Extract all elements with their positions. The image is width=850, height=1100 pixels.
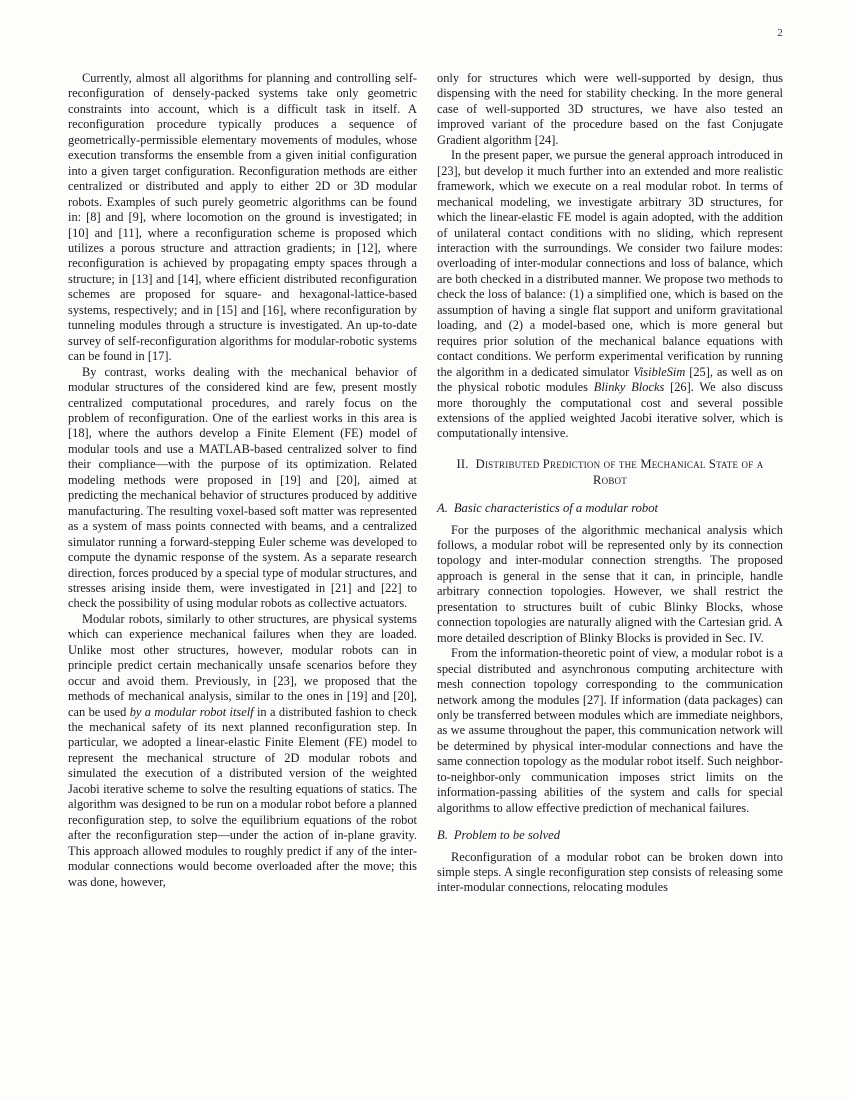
section-title: Distributed Prediction of the Mechanical State of a Robot xyxy=(475,456,764,488)
left-column xyxy=(68,71,417,896)
paragraph-run: [26]. We also discuss more thoroughly the computational cost and several possible extensions of the applied weighted Jacobi iterative solver, which is computationally intensive. xyxy=(437,380,784,441)
paragraph-run: [25], as well as on the physical robotic modules xyxy=(437,364,783,395)
emphasis-by-a-modular-robot-itself: by a modular robot itself xyxy=(129,704,254,719)
blinky-blocks-name: Blinky Blocks xyxy=(593,380,665,395)
paragraph-reconfiguration-steps: Reconfiguration of a modular robot can be broken down into simple steps. A single reconfiguration step consists of releasing some inter-modular connections, relocating modules xyxy=(437,849,783,895)
paragraph-modular-robots-failures xyxy=(68,612,417,890)
section-number: II. xyxy=(456,456,469,471)
paragraph-planning-algorithms: Currently, almost all algorithms for planning and controlling self-reconfiguration of densely-packed systems take only geometric constraints into account, which is a difficult task in itself. A reconfiguration procedure typically produces a sequence of geometrically-permissible elementary movements of modules, whose execution transforms the ensemble from a given initial configuration into a given target configuration. Reconfiguration methods are either centralized or distributed and apply to either 2D or 3D modular robots. Examples of such purely geometric algorithms can be found in: [8] and [9], where locomotion on the ground is investigated; in [10] and [11], where a reconfiguration scheme is proposed which utilizes a porous structure and attraction gradients; in [12], where reconfiguration is achieved by propagating empty spaces through a structure; in [13] and [14], where efficient distributed reconfiguration schemes are proposed for square- and hexagonal-lattice-based systems, respectively; and in [15] and [16], where reconfiguration by tunneling modules through a structure is investigated. An up-to-date survey of self-reconfiguration algorithms for modular-robotic systems can be found in [17]. xyxy=(68,71,417,364)
subsection-title: Problem to be solved xyxy=(453,828,561,843)
subsection-label: A. xyxy=(437,501,448,516)
paragraph-present-paper-overview xyxy=(437,148,783,442)
section-heading-ii xyxy=(443,456,777,489)
right-column xyxy=(437,71,783,896)
subsection-heading-b xyxy=(437,828,783,843)
visiblesim-name: VisibleSim xyxy=(633,364,686,379)
subsection-heading-a xyxy=(437,501,783,516)
paragraph-mechanical-behavior-works: By contrast, works dealing with the mechanical behavior of modular structures of the considered kind are few, present mostly centralized computational procedures, and rarely focus on the problem of reconfiguration. One of the earliest works in this area is [18], where the authors develop a Finite Element (FE) model of modular tools and use a MATLAB-based centralized solver to find their compliance—with the purpose of its optimization. Related modeling methods were proposed in [19] and [20], aimed at predicting the mechanical behavior of structures produced by additive manufacturing. The resulting voxel-based soft matter was represented as a system of mass points connected with beams, and a centralized simulator running a forward-stepping Euler scheme was developed to compute the dynamic response of the system. As a separate research direction, forces produced by a special type of modular structures, and stresses arising inside them, were investigated in [21] and [22] to check the possibility of using modular robots as collective actuators. xyxy=(68,364,417,611)
paragraph-information-theoretic: From the information-theoretic point of view, a modular robot is a special distributed and asynchronous computing architecture with mesh connection topology corresponding to the communication network among the modules [27]. If information (data packages) can only be transferred between modules which are immediate neighbors, as we assume throughout the paper, this communication network will be determined by physical inter-modular connections and have the same connection topology as the modular robot itself. Such neighbor-to-neighbor-only communication imposes strict limits on the information-passing abilities of the system and calls for special algorithms to allow effective prediction of mechanical failures. xyxy=(437,646,783,815)
subsection-label: B. xyxy=(437,828,448,843)
subsection-title: Basic characteristics of a modular robot xyxy=(453,501,659,516)
two-column-content xyxy=(68,71,783,896)
paragraph-run: Modular robots, similarly to other structures, are physical systems which can experience mechanical failures when they are loaded. Unlike most other structures, however, modular robots can in principle predict certain mechanically unsafe scenarios before they occur and avoid them. Previously, in [23], we proposed that the methods of mechanical analysis, similar to the ones in [19] and [20], can be used xyxy=(68,611,417,719)
paragraph-basic-characteristics: For the purposes of the algorithmic mechanical analysis which follows, a modular robot will be represented only by its connection topology and inter-modular connection strengths. The proposed approach is general in the sense that it can, in principle, handle arbitrary connection topologies. However, we shall restrict the presentation to structures built of cubic Blinky Blocks, whose connection topologies are naturally aligned with the Cartesian grid. A more detailed description of Blinky Blocks is provided in Sec. IV. xyxy=(437,522,783,645)
paragraph-well-supported-structures: only for structures which were well-supported by design, thus dispensing with the need for stability checking. In the more general case of well-supported 3D structures, we have also tested an improved variant of the procedure based on the fast Conjugate Gradient algorithm [24]. xyxy=(437,71,783,147)
paragraph-run: in a distributed fashion to check the mechanical safety of its next planned reconfiguration step. In particular, we adopted a linear-elastic Finite Element (FE) model to represent the mechanical structure of 2D modular robots and simulated the execution of a distributed version of the weighted Jacobi iterative scheme to solve the resulting equations of statics. The algorithm was designed to be run on a modular robot before a planned reconfiguration step, to solve the equilibrium equations of the robot after the reconfiguration step—under the action of in-plane gravity. This approach allowed modules to roughly predict if any of the inter-modular connections would become overloaded after the move; this was done, however, xyxy=(68,704,417,889)
page-number: 2 xyxy=(777,27,783,39)
paragraph-run: In the present paper, we pursue the general approach introduced in [23], but develop it much further into an extended and more realistic framework, which we execute on a real modular robot. In terms of mechanical modeling, we investigate arbitrary 3D structures, for which the linear-elastic FE model is again adopted, with the addition of unilateral contact conditions with no sliding, which represent interaction with the surroundings. We consider two failure modes: overloading of inter-modular connections and loss of balance, which are both checked in a distributed manner. We propose two methods to check the loss of balance: (1) a simplified one, which is based on the assumption of having a single flat support and uniform gravitational loading, and (2) a model-based one, which is more general but requires prior solution of the mechanical balance equations with contact conditions. We perform experimental verification by running the algorithm in a dedicated simulator xyxy=(437,148,783,379)
